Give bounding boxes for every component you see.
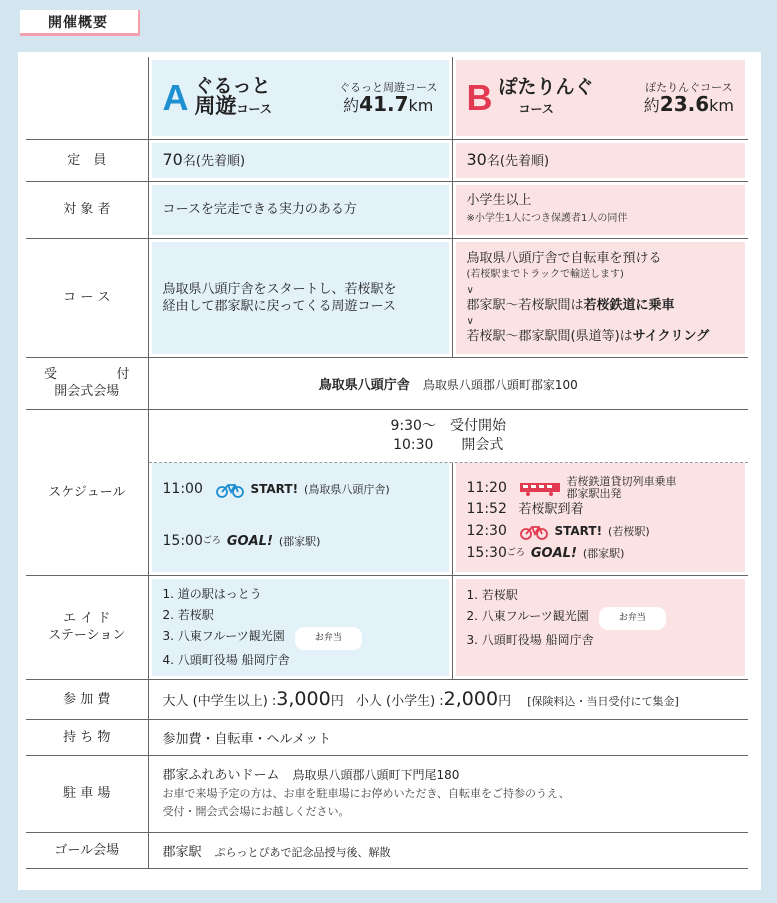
bento-badge: お弁当 — [295, 627, 362, 650]
target-label: 対 象 者 — [26, 181, 148, 238]
course-b-letter: B — [466, 77, 493, 119]
bento-badge: お弁当 — [599, 607, 666, 630]
overview-table — [26, 57, 748, 869]
course-a-header: A ぐるっと 周遊コース ぐるっと周遊コース 約41.7km — [148, 57, 452, 139]
course-b-logo: ぽたりんぐ コース — [498, 75, 594, 116]
course-a-letter: A — [162, 77, 189, 119]
target-row — [26, 181, 748, 238]
corner-cell — [26, 57, 148, 139]
schedule-t1: 9:30～ — [390, 417, 436, 434]
train-icon — [519, 480, 561, 496]
schedule-cell: 9:30～ 受付開始 10:30 開会式 11:00 START! (鳥取県八頭庁舎) 15:00 ごろ GOAL! (郡家駅) 11:20 若桜鉄道貸切列車乗車 郡家駅出発 11:52 若桜駅到着 12:30 START! (若桜駅) 15:30 ごろ GOAL! (郡家駅) — [148, 409, 748, 575]
capacity-b: 30 — [466, 149, 487, 169]
header-row — [26, 57, 748, 139]
fee-value: 大人 (中学生以上) :3,000円 小人 (小学生) :2,000円 [保険料込・当日受付にて集金] — [148, 679, 748, 719]
items-label: 持 ち 物 — [26, 719, 148, 755]
target-b-note: ※小学生1人につき保護者1人の同伴 — [466, 213, 628, 224]
target-a: コースを完走できる実力のある方 — [162, 202, 357, 217]
parking-value: 郡家ふれあいドーム 鳥取県八頭郡八頭町下門尾180 お車で来場予定の方は、お車を駐車場にお停めいただき、自転車をご持参のうえ、 受付・開会式会場にお越しください。 — [148, 755, 748, 832]
capacity-a: 70 — [162, 149, 183, 169]
course-a-desc: 鳥取県八頭庁舎をスタートし、若桜駅を 経由して郡家駅に戻ってくる周遊コース — [162, 281, 397, 314]
course-a-name: ぐるっと周遊コース — [339, 81, 438, 95]
bicycle-icon — [519, 524, 549, 540]
course-b-header: B ぽたりんぐ コース ぽたりんぐコース 約23.6km — [452, 57, 748, 139]
schedule-t2: 10:30 — [393, 436, 434, 453]
course-a-distance: 41.7 — [359, 92, 409, 117]
bicycle-icon — [215, 482, 245, 498]
items-value: 参加費・自転車・ヘルメット — [148, 719, 748, 755]
capacity-row: 定 員 70名(先着順) 30名(先着順) — [26, 139, 748, 181]
aid-row — [26, 575, 748, 679]
reception-value: 鳥取県八頭庁舎 鳥取県八頭郡八頭町郡家100 — [148, 357, 748, 409]
reception-label: 受 付 開会式会場 — [26, 357, 148, 409]
parking-row — [26, 755, 748, 832]
fee-label: 参 加 費 — [26, 679, 148, 719]
goal-row — [26, 832, 748, 868]
items-row — [26, 719, 748, 755]
aid-label: エ イ ド ステーション — [26, 575, 148, 679]
course-row — [26, 238, 748, 357]
course-b-desc: 鳥取県八頭庁舎で自転車を預ける (若桜駅までトラックで輸送します) ∨ 郡家駅～若桜駅間は若桜鉄道に乗車 ∨ 若桜駅～郡家駅間(県道等)はサイクリング — [466, 251, 710, 344]
capacity-label: 定 員 — [26, 139, 148, 181]
course-label: コ ー ス — [26, 238, 148, 357]
schedule-row — [26, 409, 748, 575]
overview-card — [18, 52, 761, 890]
reception-row — [26, 357, 748, 409]
target-b: 小学生以上 — [466, 193, 532, 208]
course-b-distance: 23.6 — [659, 92, 710, 117]
fee-row — [26, 679, 748, 719]
goal-value: 郡家駅 ぷらっとぴあで記念品授与後、解散 — [148, 832, 748, 868]
parking-label: 駐 車 場 — [26, 755, 148, 832]
section-tag: 開催概要 — [20, 10, 140, 36]
aid-a-list: 1. 道の駅はっとう 2. 若桜駅 3. 八東フルーツ観光園 お弁当 4. 八頭町役場 船岡庁舎 — [149, 584, 452, 671]
goal-label: ゴール会場 — [26, 832, 148, 868]
schedule-label: スケジュール — [26, 409, 148, 575]
course-a-logo: ぐるっと 周遊コース — [194, 75, 272, 119]
aid-b-list: 1. 若桜駅 2. 八東フルーツ観光園 お弁当 3. 八頭町役場 船岡庁舎 — [453, 585, 749, 651]
course-b-name: ぽたりんぐコース — [645, 81, 733, 95]
